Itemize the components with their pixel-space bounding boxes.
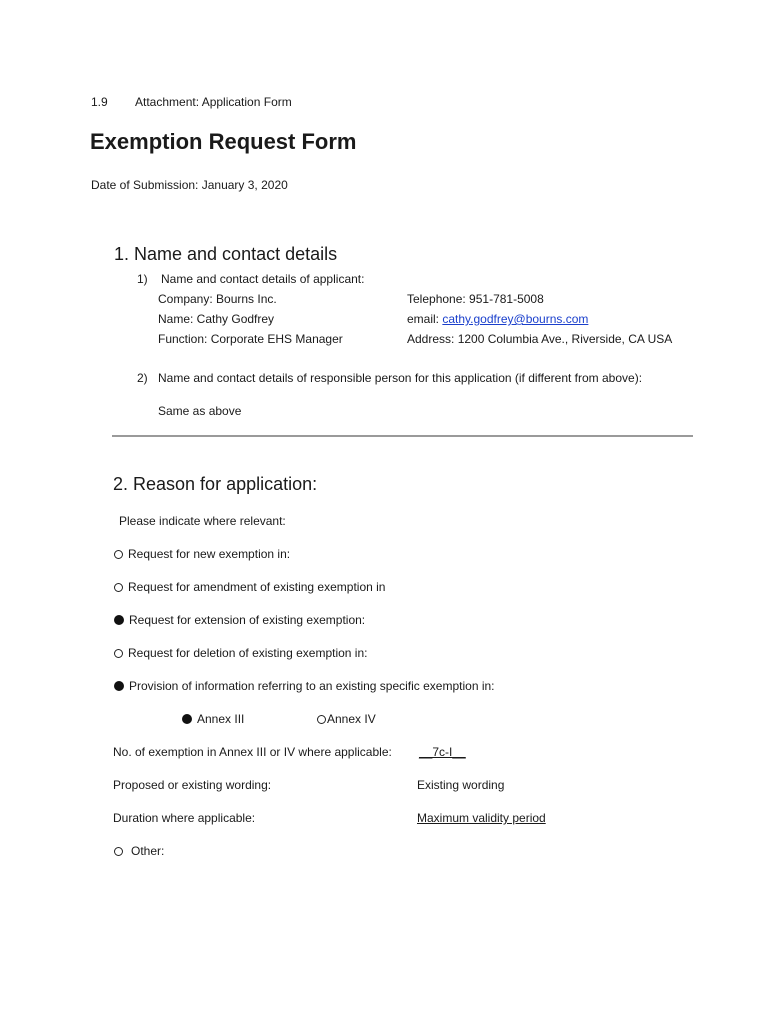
radio-empty-icon[interactable] (114, 847, 123, 856)
wording-value: Existing wording (417, 778, 505, 792)
option-label: Request for deletion of existing exemption in: (128, 646, 368, 660)
section-number: 1.9 (91, 95, 108, 109)
other-label: Other: (131, 844, 165, 858)
radio-empty-icon[interactable] (114, 550, 123, 559)
section-divider (112, 435, 693, 437)
option-label: Request for extension of existing exemption: (129, 613, 366, 627)
option-new-exemption[interactable] (114, 547, 290, 561)
section1-heading: 1. Name and contact details (114, 244, 338, 264)
option-label: Request for amendment of existing exemption in (128, 580, 386, 594)
duration-label: Duration where applicable: (113, 811, 256, 825)
radio-filled-icon[interactable] (182, 714, 192, 724)
company-text: Company: Bourns Inc. (158, 292, 277, 306)
annex-iv-option[interactable] (317, 712, 376, 726)
email-label: email: (407, 312, 440, 326)
item2-label: Name and contact details of responsible person for this application (if different from above): (158, 371, 643, 385)
email-link[interactable]: cathy.godfrey@bourns.com (442, 312, 589, 326)
option-deletion[interactable] (114, 646, 367, 660)
radio-filled-icon[interactable] (114, 615, 124, 625)
section2-heading: 2. Reason for application: (113, 474, 318, 494)
item1-label: Name and contact details of applicant: (161, 272, 365, 286)
radio-filled-icon[interactable] (114, 681, 124, 691)
telephone-text: Telephone: 951-781-5008 (407, 292, 544, 306)
address-text: Address: 1200 Columbia Ave., Riverside, CA USA (407, 332, 673, 346)
option-label: Request for new exemption in: (128, 547, 291, 561)
page-title: Exemption Request Form (90, 129, 357, 154)
item1-number: 1) (137, 272, 148, 286)
contact-function: Function: Corporate EHS Manager (158, 332, 343, 346)
contact-name: Name: Cathy Godfrey (158, 312, 275, 326)
option-other[interactable] (114, 844, 164, 858)
wording-label: Proposed or existing wording: (113, 778, 272, 792)
exemption-number-value: __7c-I__ (419, 745, 466, 759)
radio-empty-icon[interactable] (317, 715, 326, 724)
email-row (407, 312, 588, 326)
duration-value: Maximum validity period (417, 811, 546, 825)
option-label: Provision of information referring to an existing specific exemption in: (129, 679, 495, 693)
annex-iii-label: Annex III (197, 712, 245, 726)
submission-date (91, 178, 288, 192)
submission-value: January 3, 2020 (201, 178, 288, 192)
option-extension[interactable] (114, 613, 365, 627)
section2-instruction: Please indicate where relevant: (119, 514, 286, 528)
radio-empty-icon[interactable] (114, 649, 123, 658)
annex-iv-label: Annex IV (327, 712, 376, 726)
item2-number: 2) (137, 371, 148, 385)
annex-iii-option[interactable] (182, 712, 244, 726)
option-amendment[interactable] (114, 580, 385, 594)
option-provision-info[interactable] (114, 679, 495, 693)
item2-value: Same as above (158, 404, 242, 418)
radio-empty-icon[interactable] (114, 583, 123, 592)
section-title: Attachment: Application Form (135, 95, 292, 109)
submission-label: Date of Submission: (91, 178, 199, 192)
exemption-number-label: No. of exemption in Annex III or IV where applicable: (113, 745, 392, 759)
